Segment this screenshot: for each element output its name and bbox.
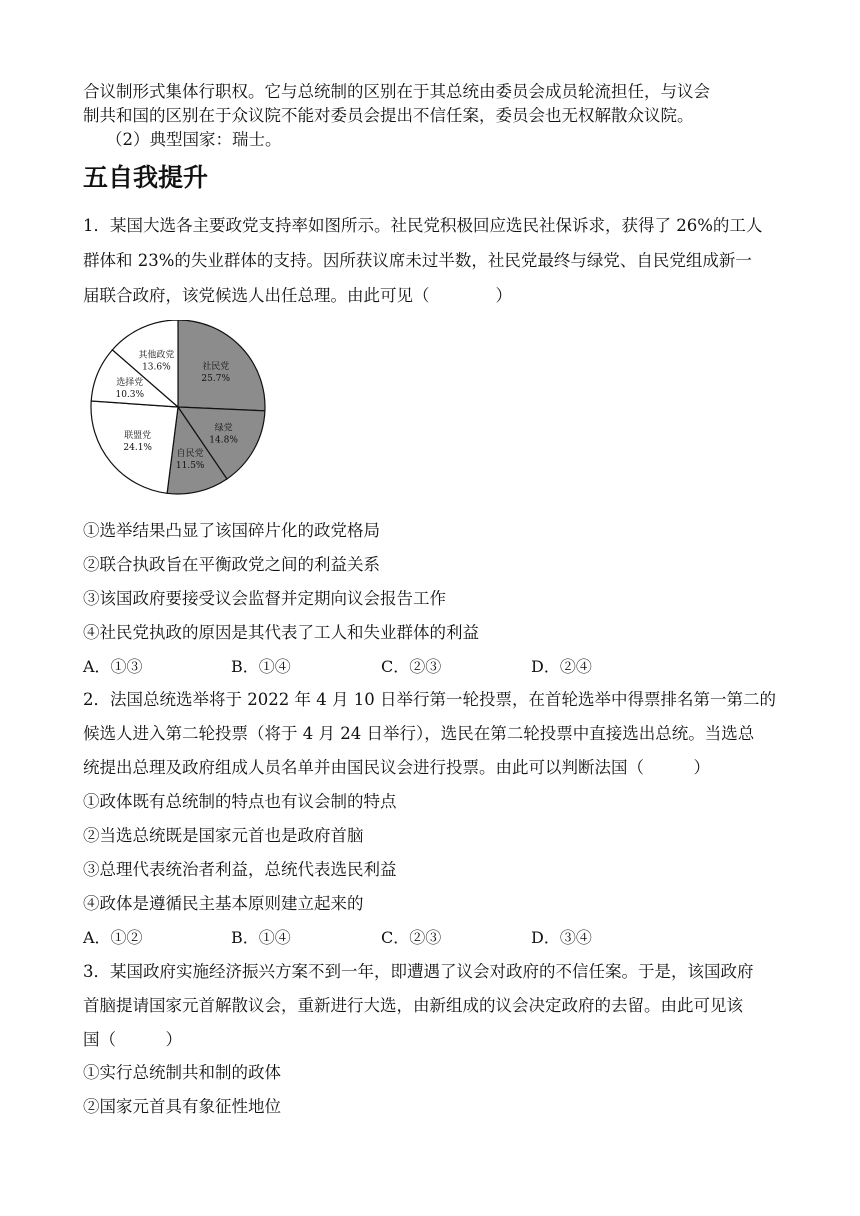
- q2-option-4: ④政体是遵循民主基本原则建立起来的: [83, 894, 364, 913]
- intro-line-1: 合议制形式集体行职权。它与总统制的区别在于其总统由委员会成员轮流担任，与议会: [83, 82, 710, 101]
- q1-option-2: ②联合执政旨在平衡政党之间的利益关系: [83, 555, 380, 574]
- pie-slice-name-4: 选择党: [116, 378, 144, 389]
- q2-option-2: ②当选总统既是国家元首也是政府首脑: [83, 826, 364, 845]
- q1-choice-b[interactable]: B．①④: [231, 657, 291, 676]
- q1-option-3: ③该国政府要接受议会监督并定期向议会报告工作: [83, 589, 446, 608]
- q1-stem-line-3: 届联合政府，该党候选人出任总理。由此可见（ ）: [83, 286, 512, 305]
- pie-slice-value-1: 14.8%: [209, 435, 238, 446]
- pie-slice-value-5: 13.6%: [142, 362, 171, 373]
- q2-choice-a[interactable]: A．①②: [83, 928, 143, 947]
- q2-choice-b[interactable]: B．①④: [231, 928, 291, 947]
- q2-option-1: ①政体既有总统制的特点也有议会制的特点: [83, 792, 397, 811]
- q3-stem-line-3: 国（ ）: [83, 1030, 182, 1049]
- pie-slice-name-3: 联盟党: [124, 431, 152, 442]
- intro-line-3: （2）典型国家：瑞士。: [106, 130, 282, 149]
- q3-option-1: ①实行总统制共和制的政体: [83, 1063, 281, 1082]
- q1-choice-a[interactable]: A．①③: [83, 657, 143, 676]
- q1-choice-d[interactable]: D．②④: [531, 657, 592, 676]
- q3-stem-line-1: 3．某国政府实施经济振兴方案不到一年，即遭遇了议会对政府的不信任案。于是，该国政府: [83, 962, 754, 981]
- q2-stem-line-1: 2．法国总统选举将于 2022 年 4 月 10 日举行第一轮投票，在首轮选举中得票排名第一第二的: [83, 690, 776, 709]
- intro-line-2: 制共和国的区别在于众议院不能对委员会提出不信任案，委员会也无权解散众议院。: [83, 106, 694, 125]
- q1-stem-line-1: 1．某国大选各主要政党支持率如图所示。社民党积极回应选民社保诉求，获得了 26%的工人: [83, 216, 763, 235]
- pie-slice-value-3: 24.1%: [123, 443, 152, 454]
- q2-stem-line-2: 候选人进入第二轮投票（将于 4 月 24 日举行），选民在第二轮投票中直接选出总统。当选总: [83, 724, 755, 743]
- pie-slice-name-1: 绿党: [214, 423, 233, 434]
- q1-option-1: ①选举结果凸显了该国碎片化的政党格局: [83, 521, 380, 540]
- q2-option-3: ③总理代表统治者利益，总统代表选民利益: [83, 860, 397, 879]
- pie-slice-value-4: 10.3%: [115, 390, 145, 401]
- pie-slice-value-2: 11.5%: [175, 460, 205, 471]
- q3-option-2: ②国家元首具有象征性地位: [83, 1097, 281, 1116]
- q1-choice-c[interactable]: C．②③: [381, 657, 442, 676]
- q2-stem-line-3: 统提出总理及政府组成人员名单并由国民议会进行投票。由此可以判断法国（ ）: [83, 758, 710, 777]
- pie-slice-name-0: 社民党: [202, 361, 230, 372]
- q2-choice-d[interactable]: D．③④: [531, 928, 592, 947]
- section-title: 五自我提升: [83, 163, 209, 192]
- pie-slice-name-5: 其他政党: [138, 350, 175, 361]
- q3-stem-line-2: 首脑提请国家元首解散议会，重新进行大选，由新组成的议会决定政府的去留。由此可见该: [83, 996, 743, 1015]
- q2-choice-c[interactable]: C．②③: [381, 928, 442, 947]
- pie-slice-value-0: 25.7%: [201, 373, 231, 384]
- pie-slice-name-2: 自民党: [176, 448, 204, 459]
- q1-stem-line-2: 群体和 23%的失业群体的支持。因所获议席未过半数，社民党最终与绿党、自民党组成新一: [83, 251, 752, 270]
- party-support-pie-chart: [86, 320, 276, 496]
- q1-option-4: ④社民党执政的原因是其代表了工人和失业群体的利益: [83, 623, 479, 642]
